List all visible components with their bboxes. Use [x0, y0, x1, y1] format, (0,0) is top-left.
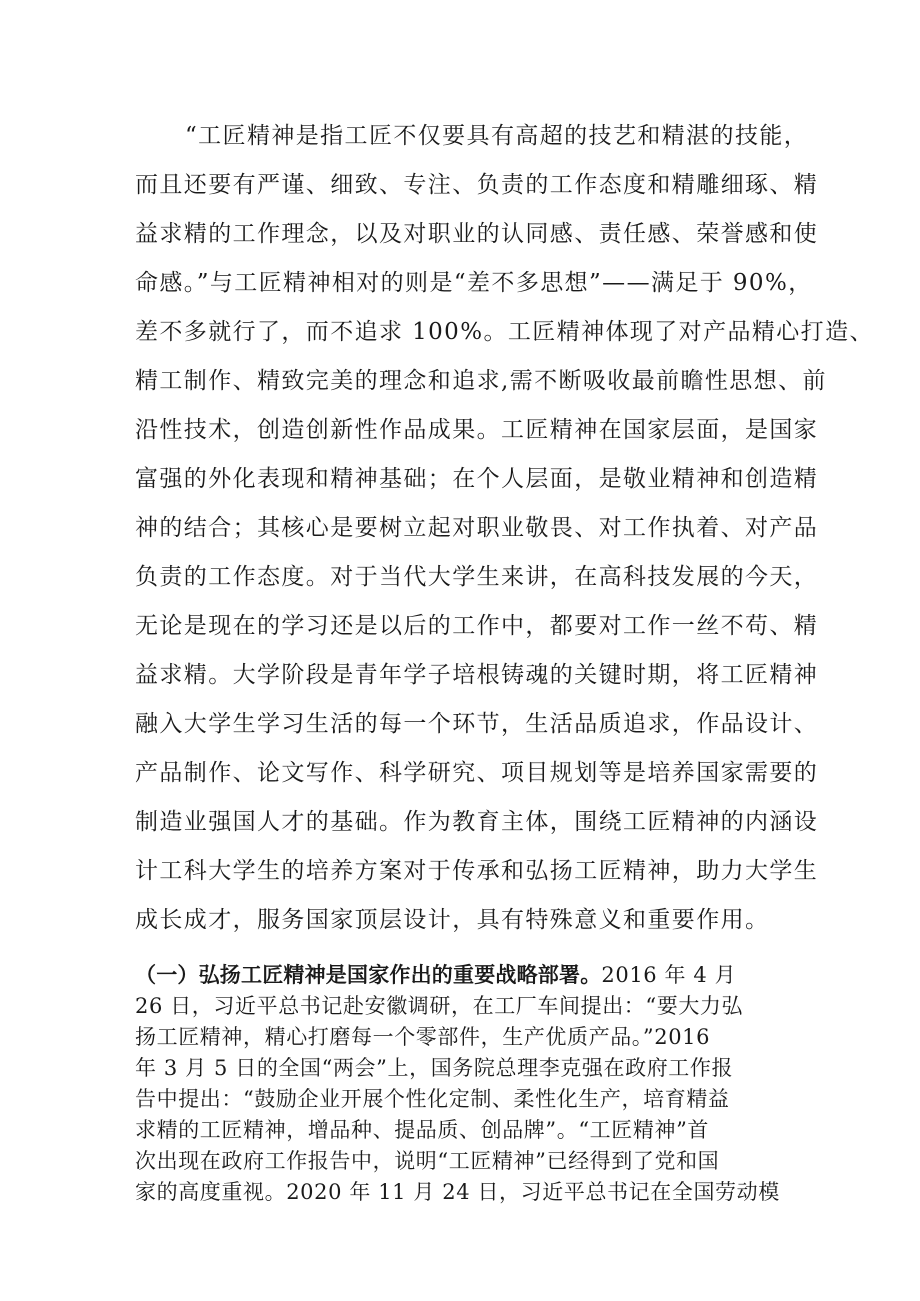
paragraph-line: 神的结合；其核心是要树立起对职业敬畏、对工作执着、对产品: [135, 515, 819, 541]
section-heading-line: [135, 960, 795, 991]
section-heading: （一）弘扬工匠精神是国家作出的重要战略部署。: [135, 963, 602, 987]
paragraph-line: 沿性技术，创造创新性作品成果。工匠精神在国家层面，是国家: [135, 417, 819, 443]
paragraph-line: 次出现在政府工作报告中，说明“工匠精神”已经得到了党和国: [135, 1149, 720, 1173]
paragraph-line: 扬工匠精神，精心打磨每一个零部件，生产优质产品。”2016: [135, 1025, 711, 1049]
paragraph-line: 益求精。大学阶段是青年学子培根铸魂的关键时期，将工匠精神: [135, 662, 819, 688]
body-paragraph-craftsman-spirit: [135, 112, 874, 945]
paragraph-line: 无论是现在的学习还是以后的工作中，都要对工作一丝不苟、精: [135, 613, 819, 639]
paragraph-line: 富强的外化表现和精神基础；在个人层面，是敬业精神和创造精: [135, 466, 819, 492]
paragraph-line: 负责的工作态度。对于当代大学生来讲，在高科技发展的今天，: [135, 564, 819, 590]
paragraph-line: 成长成才，服务国家顶层设计，具有特殊意义和重要作用。: [135, 907, 770, 933]
paragraph-line: 命感。”与工匠精神相对的则是“差不多思想”——满足于 90%，: [135, 270, 813, 296]
paragraph-line: 差不多就行了，而不追求 100%。工匠精神体现了对产品精心打造、: [135, 319, 874, 345]
paragraph-line: 精工制作、精致完美的理念和追求,需不断吸收最前瞻性思想、前: [135, 368, 827, 394]
section-paragraph-national-strategy: [135, 960, 795, 1208]
paragraph-line: 年 3 月 5 日的全国“两会”上，国务院总理李克强在政府工作报: [135, 1056, 734, 1080]
paragraph-line: 产品制作、论文写作、科学研究、项目规划等是培养国家需要的: [135, 760, 819, 786]
paragraph-line: 26 日，习近平总书记赴安徽调研，在工厂车间提出：“要大力弘: [135, 994, 744, 1018]
section-heading-tail: 2016 年 4 月: [601, 963, 737, 987]
paragraph-line: 制造业强国人才的基础。作为教育主体，围绕工匠精神的内涵设: [135, 809, 819, 835]
paragraph-line: 而且还要有严谨、细致、专注、负责的工作态度和精雕细琢、精: [135, 172, 819, 198]
paragraph-line: 融入大学生学习生活的每一个环节，生活品质追求，作品设计、: [135, 711, 819, 737]
paragraph-line: 益求精的工作理念，以及对职业的认同感、责任感、荣誉感和使: [135, 221, 819, 247]
paragraph-line: 告中提出：“鼓励企业开展个性化定制、柔性化生产，培育精益: [135, 1087, 730, 1111]
paragraph-line: 求精的工匠精神，增品种、提品质、创品牌”。“工匠精神”首: [135, 1118, 710, 1142]
paragraph-line: “工匠精神是指工匠不仅要具有高超的技艺和精湛的技能，: [185, 123, 809, 149]
paragraph-line: 家的高度重视。2020 年 11 月 24 日，习近平总书记在全国劳动模: [135, 1180, 780, 1204]
paragraph-line: 计工科大学生的培养方案对于传承和弘扬工匠精神，助力大学生: [135, 858, 819, 884]
